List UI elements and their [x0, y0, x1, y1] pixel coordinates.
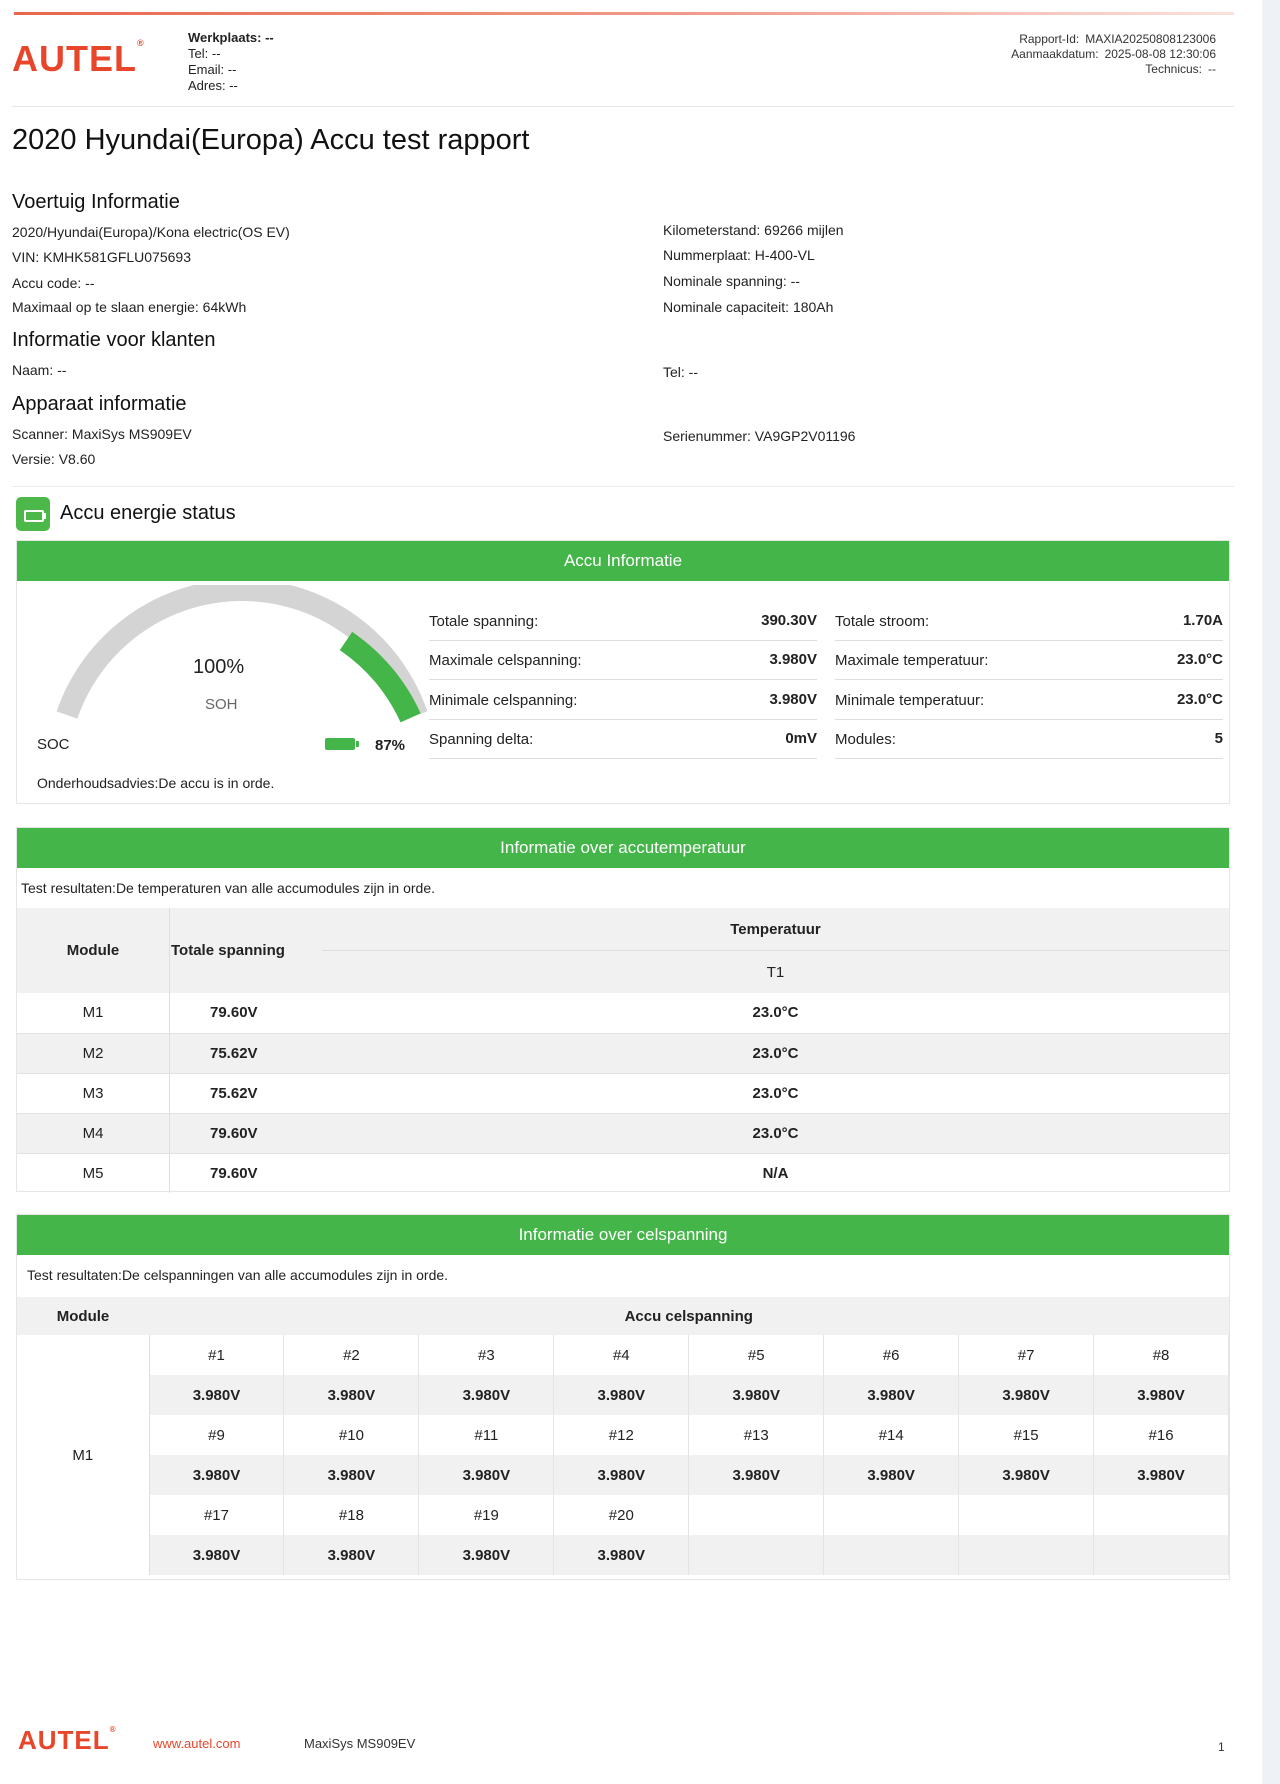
cell-label-row [17, 1495, 1229, 1535]
table-row: M1 79.60V 23.0°C [17, 993, 1229, 1033]
col-module: Module [17, 908, 170, 993]
cell-value-row [17, 1375, 1229, 1415]
max-energy: Maximaal op te slaan energie: 64kWh [12, 299, 247, 315]
nominal-capacity: Nominale capaciteit: 180Ah [663, 299, 834, 315]
cell-label: #2 [284, 1335, 419, 1375]
temperature-panel [16, 827, 1230, 1192]
footer-device: MaxiSys MS909EV [304, 1736, 416, 1751]
cell-value [959, 1535, 1094, 1575]
col-cell-voltage: Accu celspanning [624, 1307, 753, 1325]
serial-number: Serienummer: VA9GP2V01196 [663, 428, 856, 444]
version: Versie: V8.60 [12, 451, 96, 467]
customer-heading: Informatie voor klanten [12, 329, 216, 351]
vehicle-heading: Voertuig Informatie [12, 191, 180, 213]
col-temperature: Temperatuur [322, 908, 1229, 951]
cell-label [824, 1495, 959, 1535]
cell-value: 3.980V [554, 1535, 689, 1575]
cell-voltage-bar: Informatie over celspanning [17, 1215, 1229, 1255]
cell-value-row [17, 1455, 1229, 1495]
cell-value: 3.980V [554, 1455, 689, 1495]
cell-label [959, 1495, 1094, 1535]
metric-row: Maximale celspanning: 3.980V [429, 641, 817, 680]
cell-label: #6 [824, 1335, 959, 1375]
device-heading: Apparaat informatie [12, 393, 187, 415]
cell-value: 3.980V [149, 1375, 284, 1415]
cell-value: 3.980V [1094, 1455, 1229, 1495]
page-title: 2020 Hyundai(Europa) Accu test rapport [12, 124, 530, 156]
customer-tel: Tel: -- [663, 364, 698, 380]
soc-battery-tip [356, 741, 359, 747]
col-module: Module [56, 1307, 110, 1325]
cell-label: #12 [554, 1415, 689, 1455]
cell-label: #15 [959, 1415, 1094, 1455]
cell-value-row [17, 1535, 1229, 1575]
cell-value: 3.980V [689, 1375, 824, 1415]
cell-value: 3.980V [554, 1375, 689, 1415]
cell-label-row [17, 1415, 1229, 1455]
cell-voltage-panel [16, 1214, 1230, 1580]
metric-row: Totale spanning: 390.30V [429, 602, 817, 641]
license-plate: Nummerplaat: H-400-VL [663, 247, 815, 263]
cell-value: 3.980V [959, 1455, 1094, 1495]
col-t1: T1 [766, 963, 785, 981]
cell-value [824, 1535, 959, 1575]
scanner: Scanner: MaxiSys MS909EV [12, 426, 192, 442]
battery-icon [16, 497, 50, 531]
cell-label: #7 [959, 1335, 1094, 1375]
header-accent-line [14, 12, 1234, 15]
metric-row: Minimale temperatuur: 23.0°C [835, 681, 1223, 720]
metric-row: Minimale celspanning: 3.980V [429, 681, 817, 720]
autel-logo: AUTEL® [12, 38, 145, 79]
cell-label [689, 1495, 824, 1535]
cell-value: 3.980V [284, 1455, 419, 1495]
vehicle-vin: VIN: KMHK581GFLU075693 [12, 249, 191, 265]
battery-info-bar: Accu Informatie [17, 541, 1229, 581]
cell-value: 3.980V [149, 1455, 284, 1495]
cell-label: #19 [419, 1495, 554, 1535]
soc-label: SOC [37, 736, 70, 753]
soh-value: 100% [193, 656, 245, 678]
cell-value [1094, 1535, 1229, 1575]
soc-value: 87% [375, 737, 406, 754]
soc-battery-icon [325, 738, 355, 750]
battery-info-panel [16, 540, 1230, 804]
footer-url[interactable]: www.autel.com [153, 1736, 241, 1751]
cell-label: #4 [554, 1335, 689, 1375]
soh-label: SOH [205, 696, 238, 713]
temperature-table [17, 908, 1229, 1193]
cell-value: 3.980V [1094, 1375, 1229, 1415]
battery-code: Accu code: -- [12, 275, 95, 291]
energy-status-heading: Accu energie status [60, 502, 236, 524]
cell-label: #17 [149, 1495, 284, 1535]
table-row: M4 79.60V 23.0°C [17, 1113, 1229, 1153]
cell-label [1094, 1495, 1229, 1535]
metric-row: Modules: 5 [835, 720, 1223, 759]
cell-label: #3 [419, 1335, 554, 1375]
metric-row: Totale stroom: 1.70A [835, 602, 1223, 641]
cell-value: 3.980V [284, 1375, 419, 1415]
cell-voltage-table [17, 1297, 1229, 1575]
table-row: M3 75.62V 23.0°C [17, 1073, 1229, 1113]
table-row: M2 75.62V 23.0°C [17, 1033, 1229, 1073]
cell-label: #13 [689, 1415, 824, 1455]
cell-label: #20 [554, 1495, 689, 1535]
cell-label: #16 [1094, 1415, 1229, 1455]
cell-label: #9 [149, 1415, 284, 1455]
divider [12, 486, 1234, 487]
cell-value [689, 1535, 824, 1575]
mileage: Kilometerstand: 69266 mijlen [663, 222, 844, 238]
cell-value: 3.980V [824, 1455, 959, 1495]
cell-value: 3.980V [824, 1375, 959, 1415]
cell-value: 3.980V [419, 1535, 554, 1575]
metric-row: Spanning delta: 0mV [429, 720, 817, 759]
temperature-result: Test resultaten:De temperaturen van alle accumodules zijn in orde. [21, 880, 435, 896]
cell-value: 3.980V [689, 1455, 824, 1495]
col-total-voltage: Totale spanning [171, 942, 285, 959]
vehicle-model: 2020/Hyundai(Europa)/Kona electric(OS EV) [12, 224, 290, 240]
page-number: 1 [1218, 1740, 1225, 1754]
cell-label: #10 [284, 1415, 419, 1455]
cell-label: #5 [689, 1335, 824, 1375]
maintenance-advice: Onderhoudsadvies:De accu is in orde. [37, 775, 275, 791]
cell-value: 3.980V [149, 1535, 284, 1575]
footer-logo: AUTEL® [18, 1725, 117, 1755]
workshop-info: Werkplaats: -- Tel: -- Email: -- Adres: -- [188, 30, 274, 93]
cell-value: 3.980V [284, 1535, 419, 1575]
cell-value: 3.980V [959, 1375, 1094, 1415]
cell-label: #18 [284, 1495, 419, 1535]
cell-label: #1 [149, 1335, 284, 1375]
cell-label-row [17, 1335, 1229, 1375]
metric-row: Maximale temperatuur: 23.0°C [835, 641, 1223, 680]
module-cell: M1 [17, 1335, 149, 1575]
cell-label: #11 [419, 1415, 554, 1455]
divider [12, 106, 1234, 107]
table-row: M5 79.60V N/A [17, 1153, 1229, 1193]
report-meta: Rapport-Id: MAXIA20250808123006 Aanmaakdatum: 2025-08-08 12:30:06 Technicus: -- [1011, 32, 1216, 76]
nominal-voltage: Nominale spanning: -- [663, 273, 800, 289]
cell-value: 3.980V [419, 1375, 554, 1415]
page-edge [1262, 0, 1280, 1784]
cell-label: #14 [824, 1415, 959, 1455]
customer-name: Naam: -- [12, 362, 67, 378]
temperature-bar: Informatie over accutemperatuur [17, 828, 1229, 868]
cell-label: #8 [1094, 1335, 1229, 1375]
cell-voltage-result: Test resultaten:De celspanningen van alle accumodules zijn in orde. [27, 1267, 449, 1283]
cell-value: 3.980V [419, 1455, 554, 1495]
